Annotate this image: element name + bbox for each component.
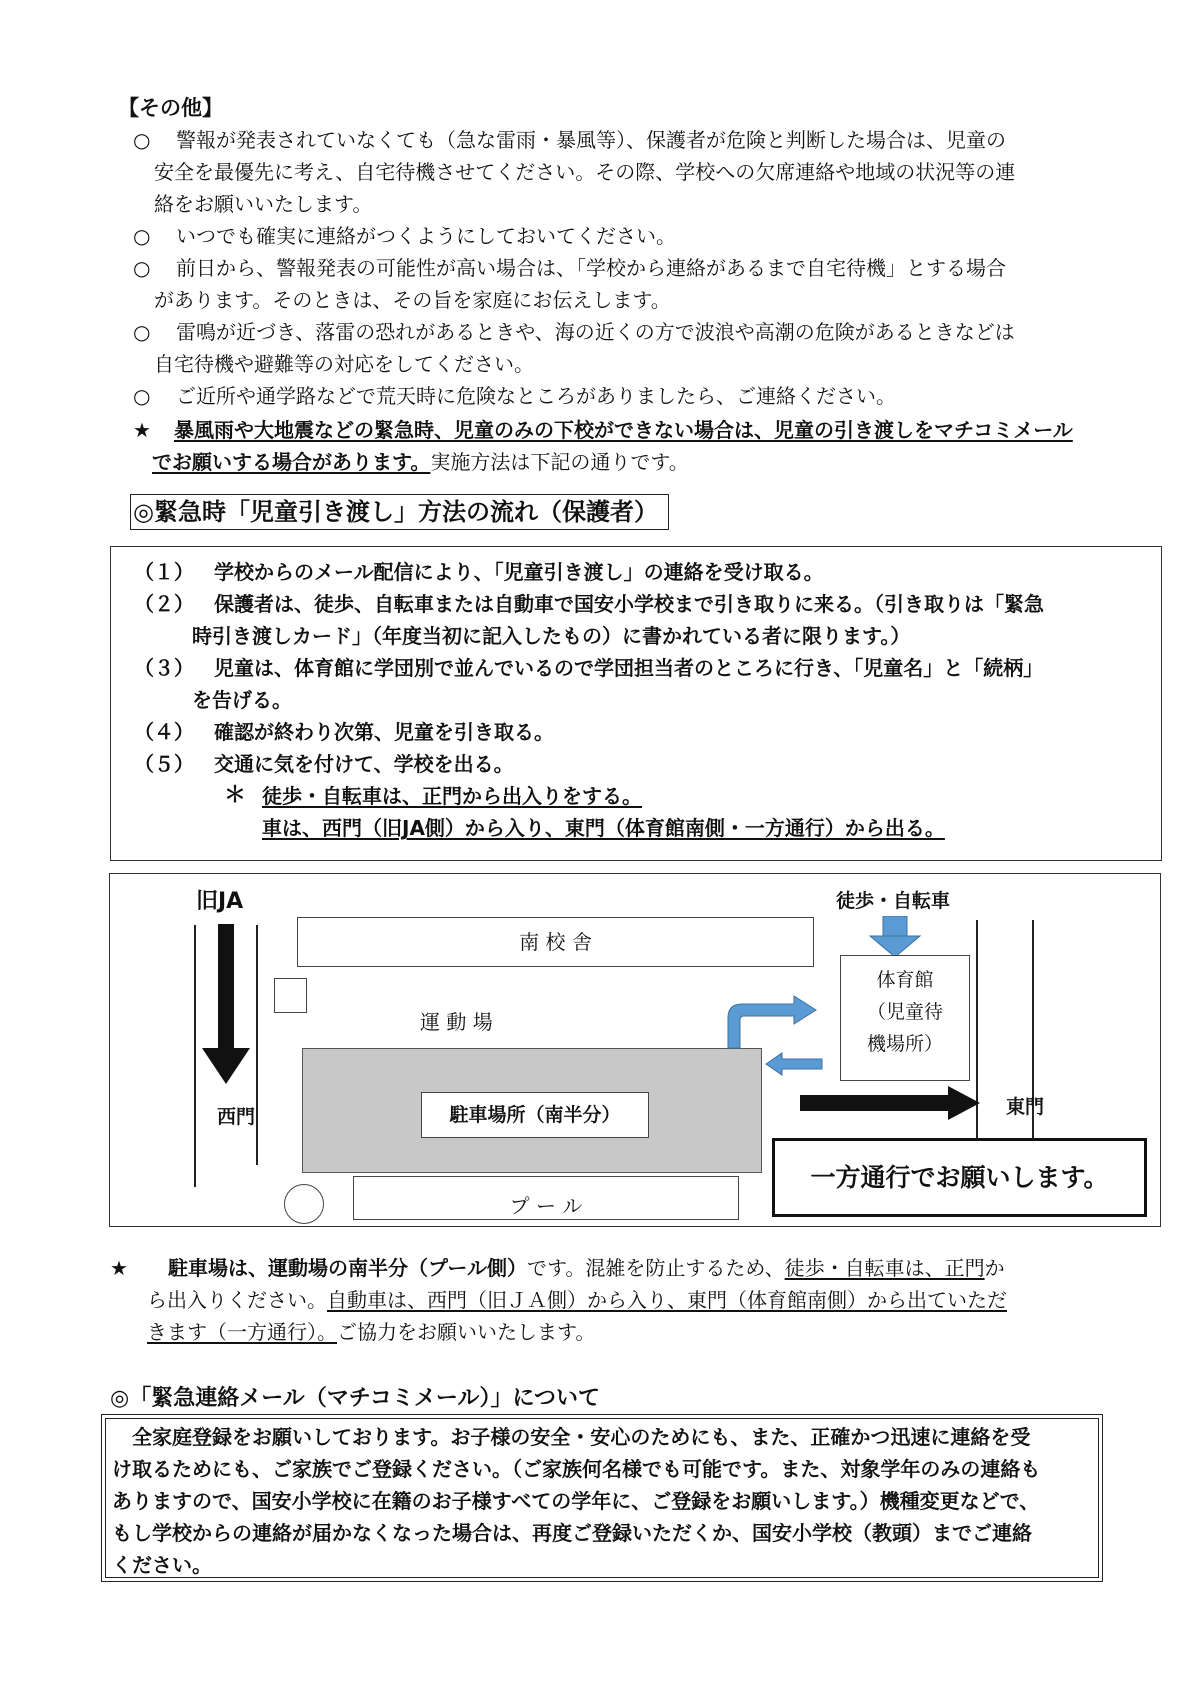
parking-note-text: 徒歩・自転車は、正門 bbox=[784, 1256, 985, 1280]
bullet: ○ bbox=[133, 256, 151, 280]
star-mark: ★ bbox=[110, 1256, 128, 1280]
other-heading: 【その他】 bbox=[118, 96, 223, 120]
step-num: （１） bbox=[134, 560, 194, 584]
parking-note-text: きます（一方通行）。 bbox=[147, 1320, 337, 1344]
ground-label: 運 動 場 bbox=[420, 1010, 493, 1034]
gym-entry-arrow bbox=[764, 1051, 824, 1077]
gym-label-line: 体育館 bbox=[876, 969, 934, 991]
other-item-line: 前日から、警報発表の可能性が高い場合は、「学校から連絡があるまで自宅待機」とする場合 bbox=[176, 256, 1006, 280]
star-line-bold: でお願いする場合があります。 bbox=[152, 450, 431, 474]
pool-circle bbox=[284, 1184, 324, 1224]
parking-label: 駐車場所（南半分） bbox=[421, 1092, 649, 1138]
parking-note-text: ご協力をお願いいたします。 bbox=[337, 1320, 596, 1344]
old-ja-label: 旧JA bbox=[196, 889, 244, 914]
flow-title: ◎緊急時「児童引き渡し」方法の流れ（保護者） bbox=[130, 494, 669, 530]
west-entry-arrow bbox=[200, 924, 252, 1086]
parking-note-text: 自動車は、西門（旧ＪＡ側）から入り、東門（体育館南側）から出ていただ bbox=[327, 1288, 1007, 1312]
pool-label: プ ー ル bbox=[509, 1194, 583, 1218]
mail-line: ください。 bbox=[112, 1553, 212, 1577]
parking-note-text: です。混雑を防止するため、 bbox=[527, 1256, 785, 1280]
step-text: 交通に気を付けて、学校を出る。 bbox=[214, 752, 514, 776]
gym-exit-arrow bbox=[726, 994, 820, 1050]
step-text: 学校からのメール配信により、「児童引き渡し」の連絡を受け取る。 bbox=[214, 560, 824, 584]
step-num: （３） bbox=[134, 656, 194, 680]
other-item-line: 安全を最優先に考え、自宅待機させてください。その際、学校への欠席連絡や地域の状況等の連 bbox=[154, 160, 1016, 184]
step-text: 確認が終わり次第、児童を引き取る。 bbox=[214, 720, 554, 744]
other-item-line: いつでも確実に連絡がつくようにしておいてください。 bbox=[176, 224, 676, 248]
one-way-notice: 一方通行でお願いします。 bbox=[772, 1138, 1147, 1217]
gym-label-line: （児童待 bbox=[866, 1001, 943, 1023]
other-item-line: 絡をお願いいたします。 bbox=[154, 192, 373, 216]
star-line: 暴風雨や大地震などの緊急時、児童のみの下校ができない場合は、児童の引き渡しをマチコミメール bbox=[174, 418, 1073, 442]
star-mark: ★ bbox=[133, 418, 151, 442]
gym-label-line: 機場所） bbox=[866, 1033, 943, 1055]
step-num: （４） bbox=[134, 720, 194, 744]
step-text: を告げる。 bbox=[192, 688, 292, 712]
step-text: 保護者は、徒歩、自転車または自動車で国安小学校まで引き取りに来る。（引き取りは「緊急 bbox=[214, 592, 1044, 616]
road-line bbox=[256, 925, 258, 1165]
mail-line: もし学校からの連絡が届かなくなった場合は、再度ご登録いただくか、国安小学校（教頭）までご連絡 bbox=[112, 1521, 1032, 1545]
mail-line: ありますので、国安小学校に在籍のお子様すべての学年に、ご登録をお願いします。）機種変更などで、 bbox=[112, 1489, 1040, 1513]
step-num: （２） bbox=[134, 592, 194, 616]
west-gate-label: 西門 bbox=[217, 1106, 256, 1128]
bullet: ○ bbox=[133, 384, 151, 408]
east-exit-arrow bbox=[800, 1086, 982, 1120]
step-text: 児童は、体育館に学団別で並んでいるので学団担当者のところに行き、「児童名」と「続柄」 bbox=[214, 656, 1044, 680]
mail-title: ◎「緊急連絡メール（マチコミメール）」について bbox=[110, 1386, 600, 1411]
note-line: 車は、西門（旧JA側）から入り、東門（体育館南側・一方通行）から出る。 bbox=[262, 816, 945, 840]
step-num: （５） bbox=[134, 752, 194, 776]
parking-note-text: か bbox=[984, 1256, 1005, 1280]
bullet: ○ bbox=[133, 128, 151, 152]
walk-arrow bbox=[868, 916, 922, 958]
south-building-label: 南 校 舎 bbox=[519, 930, 592, 954]
walk-bike-label: 徒歩・自転車 bbox=[836, 890, 951, 912]
parking-note-line bbox=[147, 1284, 1007, 1316]
other-item-line: 自宅待機や避難等の対応をしてください。 bbox=[154, 352, 534, 376]
other-item-line: ご近所や通学路などで荒天時に危険なところがありましたら、ご連絡ください。 bbox=[176, 384, 896, 408]
other-item-line: 雷鳴が近づき、落雷の恐れがあるときや、海の近くの方で波浪や高潮の危険があるときなどは bbox=[176, 320, 1015, 344]
parking-note-text: 駐車場は、運動場の南半分（プール側） bbox=[168, 1256, 527, 1280]
east-gate-label: 東門 bbox=[1006, 1096, 1045, 1118]
note-mark: ＊ bbox=[224, 783, 247, 808]
parking-note-line bbox=[168, 1252, 1005, 1284]
parking-note-text: ら出入りください。 bbox=[147, 1288, 327, 1312]
bullet: ○ bbox=[133, 224, 151, 248]
other-item-line: 警報が発表されていなくても（急な雷雨・暴風等）、保護者が危険と判断した場合は、児童の bbox=[176, 128, 1006, 152]
bullet: ○ bbox=[133, 320, 151, 344]
small-building bbox=[274, 978, 307, 1013]
step-text: 時引き渡しカード」（年度当初に記入したもの）に書かれている者に限ります。） bbox=[192, 624, 911, 648]
mail-line: け取るためにも、ご家族でご登録ください。（ご家族何名様でも可能です。また、対象学年のみの連絡も bbox=[112, 1457, 1041, 1481]
other-item-line: があります。そのときは、その旨を家庭にお伝えします。 bbox=[154, 288, 671, 312]
star-line-2 bbox=[152, 446, 689, 478]
mail-line: 全家庭登録をお願いしております。お子様の安全・安心のためにも、また、正確かつ迅速に連絡を受 bbox=[112, 1425, 1031, 1449]
gym-label bbox=[840, 964, 970, 1060]
flow-title-wrap bbox=[130, 494, 669, 530]
note-line: 徒歩・自転車は、正門から出入りをする。 bbox=[262, 784, 642, 808]
road-line bbox=[194, 925, 196, 1187]
parking-note-line bbox=[147, 1316, 595, 1348]
star-line-rest: 実施方法は下記の通りです。 bbox=[430, 450, 689, 474]
